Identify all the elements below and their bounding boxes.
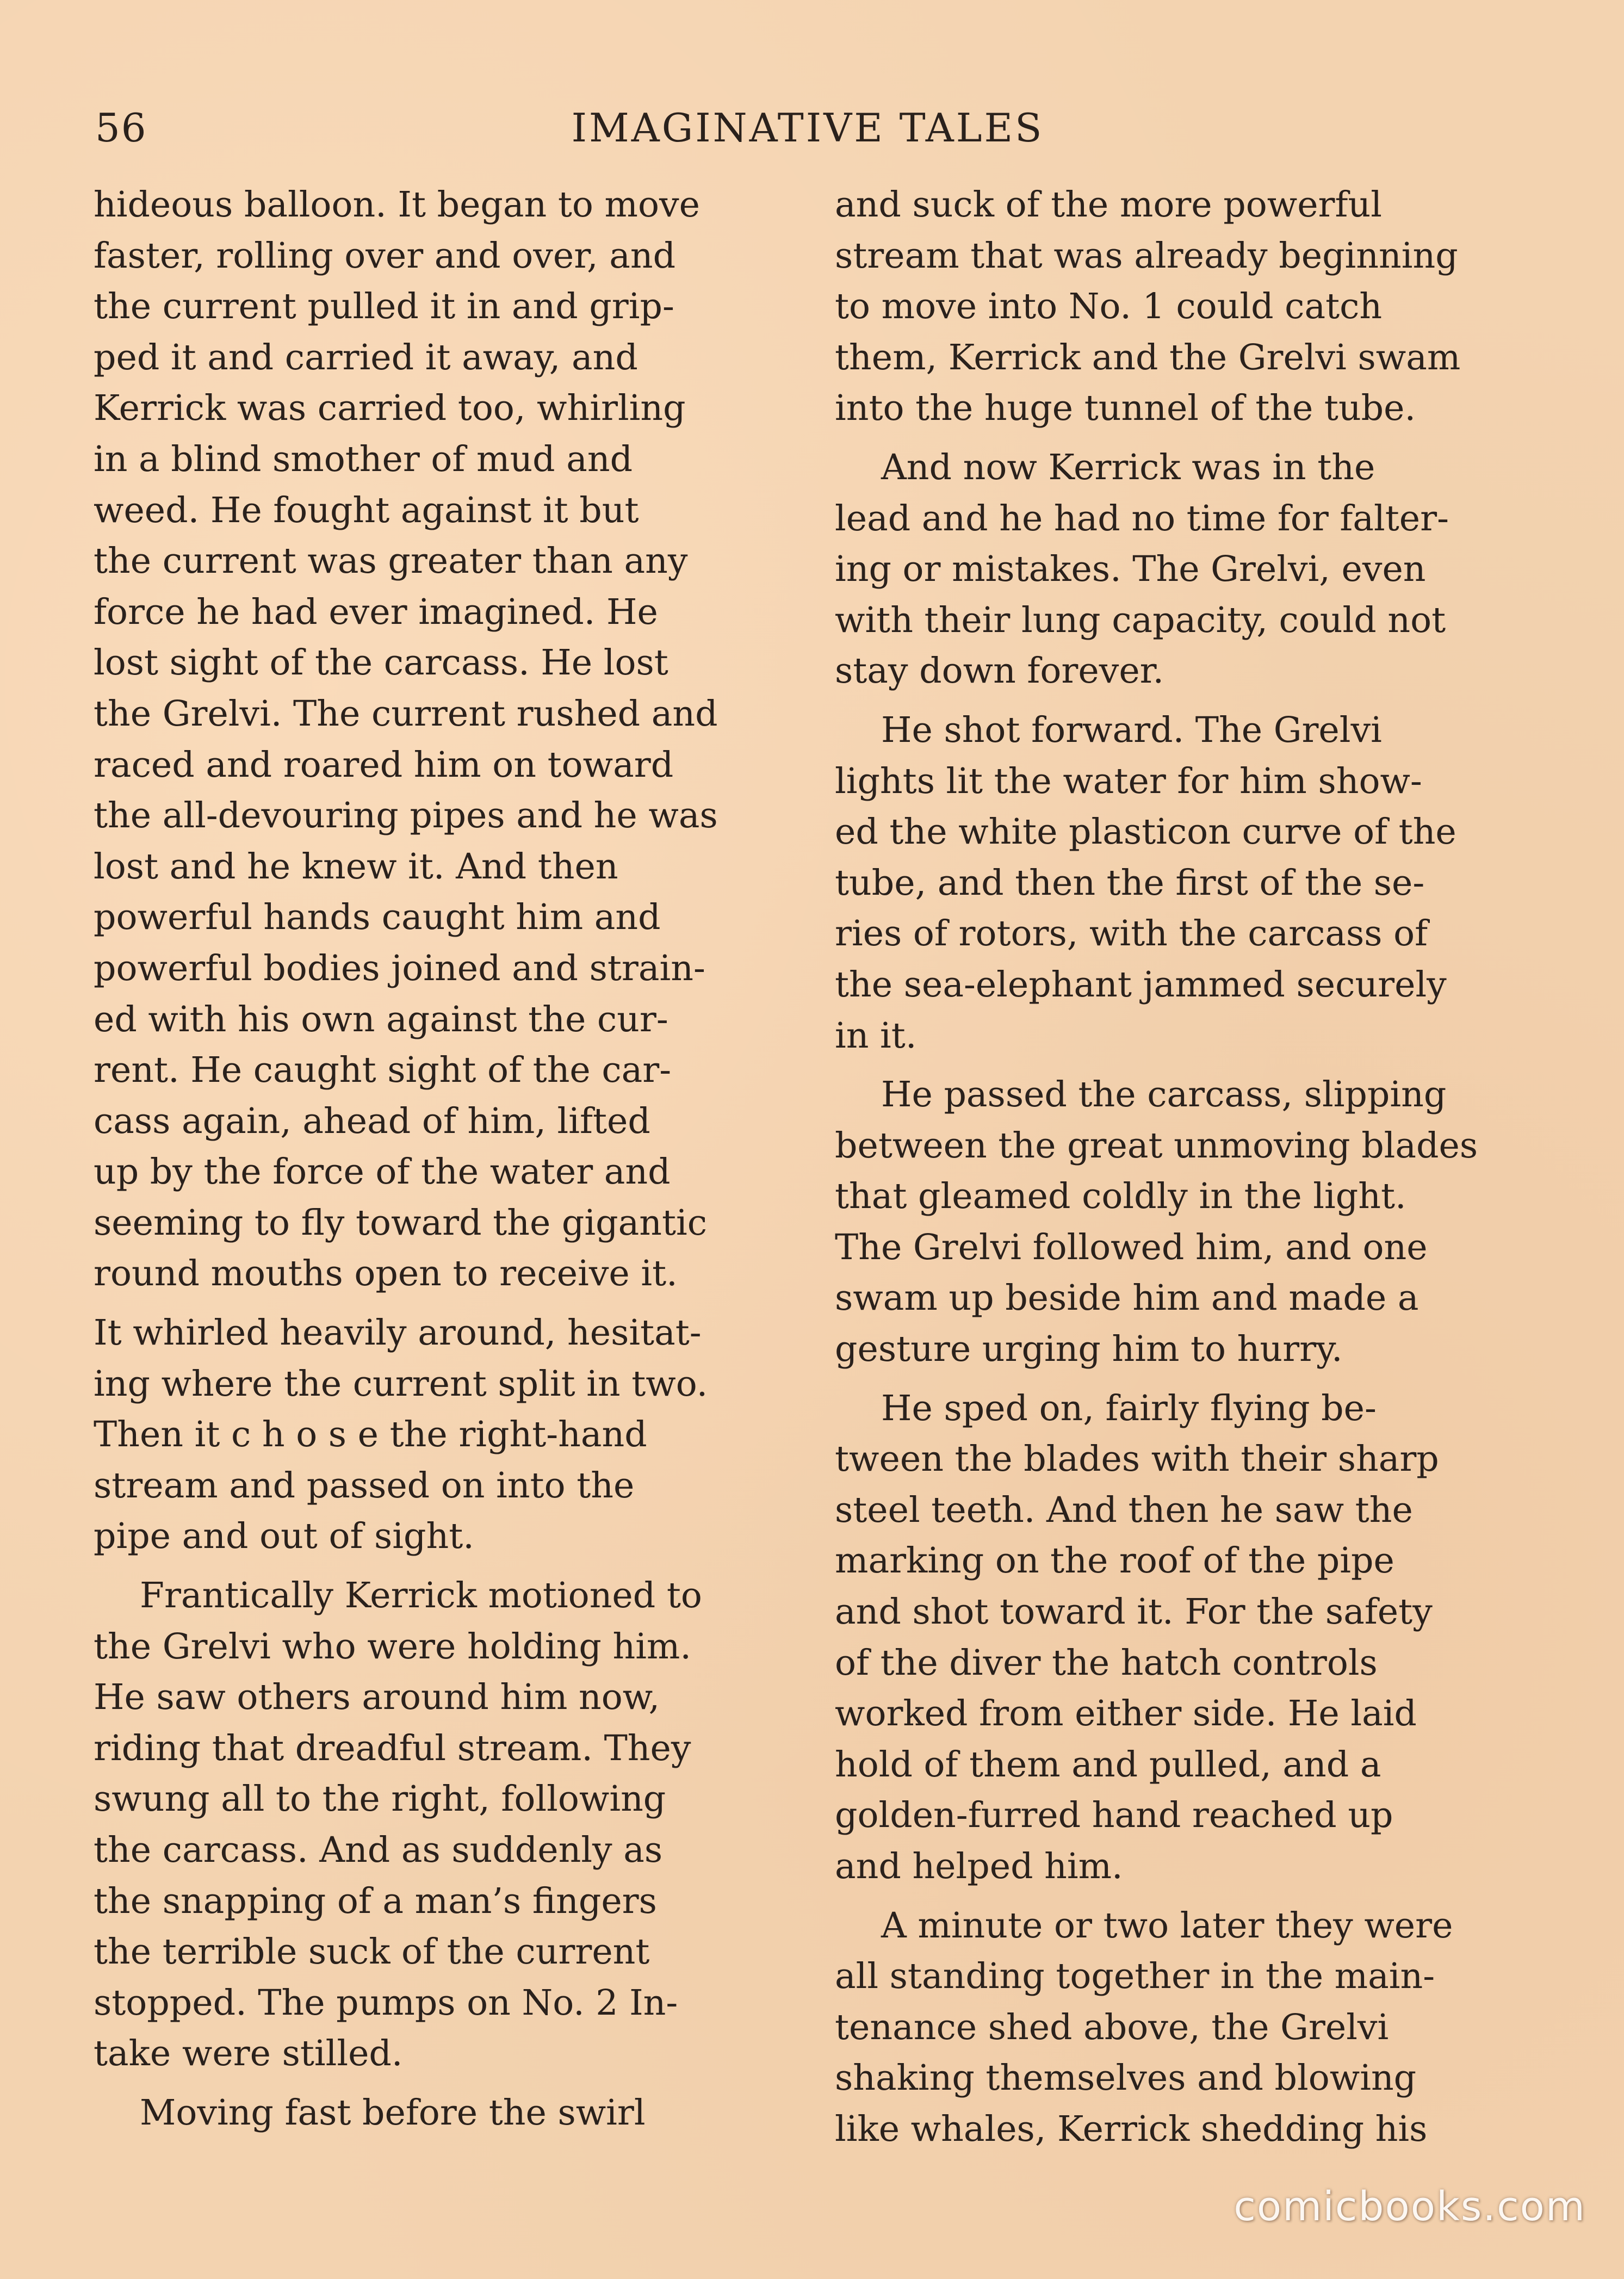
paragraph (835, 442, 1520, 697)
text-line: seeming to fly toward the gigantic (94, 1202, 707, 1243)
text-line: like whales, Kerrick shedding his (835, 2108, 1428, 2150)
paragraph (835, 179, 1520, 434)
text-line: that gleamed coldly in the light. (835, 1176, 1406, 1217)
text-line: Frantically Kerrick motioned to (140, 1575, 702, 1617)
text-line: the Grelvi. The current rushed and (94, 693, 718, 734)
text-line: cass again, ahead of him, lifted (94, 1100, 650, 1142)
text-line: and helped him. (835, 1846, 1123, 1887)
text-line: the sea-elephant jammed securely (835, 964, 1447, 1005)
text-line: powerful hands caught him and (94, 897, 661, 938)
paragraph (94, 1570, 779, 2079)
text-line: with their lung capacity, could not (835, 599, 1446, 641)
text-line: the terrible suck of the current (94, 1931, 650, 1973)
text-line: tenance shed above, the Grelvi (835, 2006, 1389, 2048)
text-line: round mouths open to receive it. (94, 1253, 678, 1295)
text-line: marking on the roof of the pipe (835, 1540, 1394, 1582)
page-header (95, 98, 1520, 158)
text-line: worked from either side. He laid (835, 1693, 1417, 1735)
text-line: and shot toward it. For the safety (835, 1591, 1433, 1633)
text-line: Moving fast before the swirl (140, 2092, 646, 2133)
text-line: of the diver the hatch controls (835, 1642, 1378, 1683)
text-line: stay down forever. (835, 651, 1164, 692)
text-line: golden-furred hand reached up (835, 1795, 1393, 1836)
page-number: 56 (95, 105, 147, 151)
paragraph (94, 2088, 779, 2139)
text-line: ing or mistakes. The Grelvi, even (835, 549, 1426, 590)
text-line: He sped on, fairly flying be- (881, 1388, 1377, 1429)
text-line: all standing together in the main- (835, 1956, 1435, 1997)
paragraph (94, 1308, 779, 1562)
text-line: powerful bodies joined and strain- (94, 947, 705, 989)
text-line: swam up beside him and made a (835, 1278, 1419, 1319)
text-line: weed. He fought against it but (94, 490, 639, 531)
text-line: Kerrick was carried too, whirling (94, 388, 686, 429)
text-line: hold of them and pulled, and a (835, 1744, 1381, 1785)
text-line: He shot forward. The Grelvi (881, 709, 1382, 751)
text-line: lead and he had no time for falter- (835, 498, 1449, 539)
text-line: and suck of the more powerful (835, 184, 1382, 225)
text-line: lights lit the water for him show- (835, 760, 1422, 802)
text-line: ed the white plasticon curve of the (835, 812, 1456, 853)
text-line: He passed the carcass, slipping (881, 1074, 1447, 1116)
text-line: shaking themselves and blowing (835, 2058, 1417, 2099)
text-line: into the huge tunnel of the tube. (835, 388, 1416, 429)
text-line: ped it and carried it away, and (94, 337, 638, 378)
text-line: tween the blades with their sharp (835, 1439, 1439, 1480)
text-line: He saw others around him now, (94, 1677, 660, 1718)
paragraph (94, 179, 779, 1299)
text-line: force he had ever imagined. He (94, 591, 658, 633)
text-line: stream and passed on into the (94, 1465, 635, 1506)
text-line: And now Kerrick was in the (881, 447, 1375, 488)
text-line: faster, rolling over and over, and (94, 235, 676, 276)
text-line: take were stilled. (94, 2033, 403, 2074)
text-line: the carcass. And as suddenly as (94, 1830, 663, 1871)
text-line: them, Kerrick and the Grelvi swam (835, 337, 1461, 378)
watermark: comicbooks.com (1234, 2183, 1586, 2230)
paragraph (835, 1900, 1520, 2155)
text-line: lost sight of the carcass. He lost (94, 642, 668, 684)
text-line: tube, and then the first of the se- (835, 862, 1425, 903)
text-line: between the great unmoving blades (835, 1125, 1478, 1166)
text-line: ing where the current split in two. (94, 1363, 708, 1404)
text-line: the all-devouring pipes and he was (94, 795, 718, 837)
text-line: hideous balloon. It began to move (94, 184, 700, 225)
text-line: A minute or two later they were (881, 1905, 1453, 1946)
text-line: the Grelvi who were holding him. (94, 1626, 691, 1667)
text-line: riding that dreadful stream. They (94, 1727, 691, 1769)
text-line: rent. He caught sight of the car- (94, 1050, 672, 1091)
text-line: up by the force of the water and (94, 1151, 671, 1193)
text-line: It whirled heavily around, hesitat- (94, 1312, 702, 1354)
text-line: pipe and out of sight. (94, 1516, 474, 1557)
text-line: gesture urging him to hurry. (835, 1329, 1343, 1370)
running-head: IMAGINATIVE TALES (571, 105, 1044, 151)
text-line: stopped. The pumps on No. 2 In- (94, 1982, 678, 2023)
text-line: lost and he knew it. And then (94, 846, 618, 887)
text-line: the snapping of a man’s fingers (94, 1880, 657, 1922)
left-column (94, 179, 779, 2139)
text-line: in it. (835, 1015, 917, 1056)
text-line: the current pulled it in and grip- (94, 286, 674, 327)
text-line: to move into No. 1 could catch (835, 286, 1383, 327)
right-column (835, 179, 1520, 2155)
paragraph (835, 1069, 1520, 1375)
text-line: Then it c h o s e the right-hand (94, 1414, 647, 1456)
text-line: ed with his own against the cur- (94, 999, 668, 1040)
text-line: raced and roared him on toward (94, 744, 674, 785)
text-line: steel teeth. And then he saw the (835, 1489, 1413, 1531)
text-line: in a blind smother of mud and (94, 438, 633, 480)
paragraph (835, 1383, 1520, 1892)
paragraph (835, 705, 1520, 1061)
text-line: The Grelvi followed him, and one (835, 1227, 1428, 1268)
text-line: swung all to the right, following (94, 1779, 666, 1820)
text-line: stream that was already beginning (835, 235, 1458, 276)
text-line: ries of rotors, with the carcass of (835, 913, 1428, 955)
text-line: the current was greater than any (94, 541, 688, 582)
